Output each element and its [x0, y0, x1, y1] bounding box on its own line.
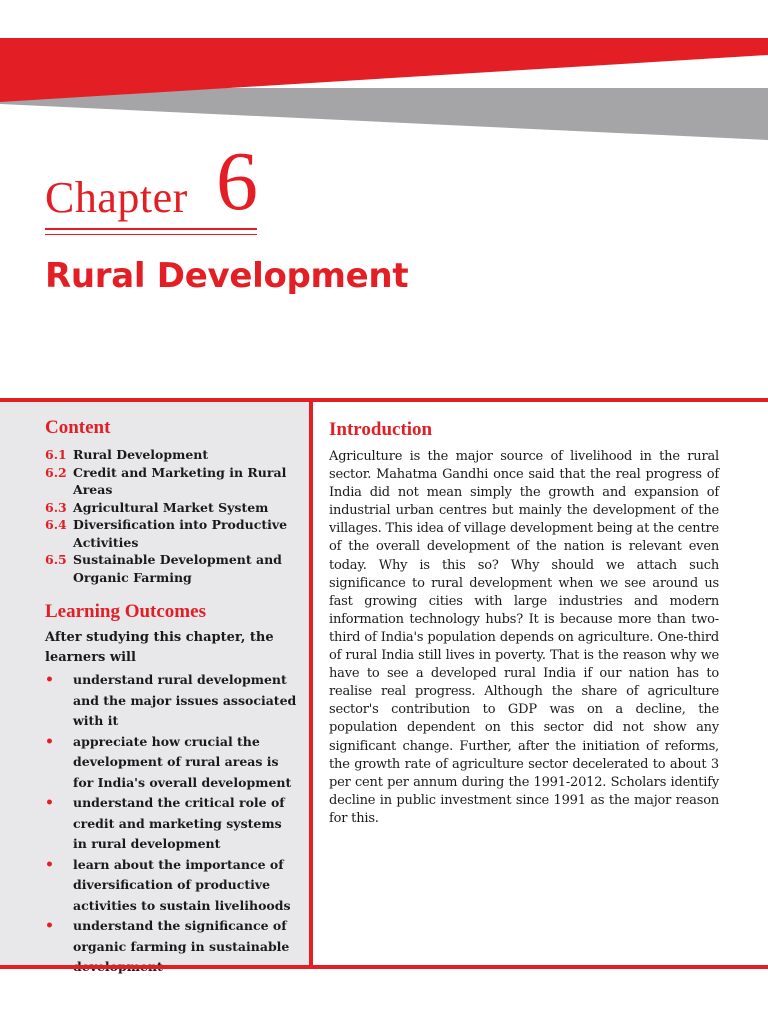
chapter-label: Chapter — [45, 173, 188, 222]
outcome-text: learn about the importance of diversification of productive activities to sustain livelihoods — [73, 856, 291, 913]
chapter-title: Rural Development — [45, 256, 409, 296]
learning-outcomes-intro: After studying this chapter, the learners will — [45, 630, 274, 665]
banner-gray-band — [0, 88, 768, 140]
toc-item — [45, 551, 297, 586]
outcome-text: understand the critical role of credit and marketing systems in rural development — [73, 795, 285, 851]
bullet-icon: • — [45, 733, 54, 750]
bullet-icon: • — [45, 918, 54, 934]
chapter-rule-thin — [45, 234, 257, 235]
bullet-icon: • — [45, 672, 54, 688]
table-of-contents — [45, 446, 297, 586]
outcome-item — [45, 793, 297, 855]
bullet-icon: • — [45, 856, 54, 873]
outcome-text: understand the significance of organic farming in sustainable — [73, 918, 290, 954]
learning-outcomes-heading: Learning Outcomes — [45, 601, 206, 622]
toc-label: Diversification into Productive Activities — [73, 517, 288, 550]
sidebar-panel — [0, 402, 309, 965]
toc-item — [45, 446, 297, 464]
toc-item — [45, 464, 297, 499]
toc-number: 6.1 — [45, 447, 67, 462]
bullet-icon: • — [45, 795, 54, 811]
toc-label: Sustainable Development and Organic Farming — [73, 552, 282, 585]
outcome-item — [45, 732, 297, 794]
toc-label: Rural Development — [73, 447, 209, 462]
chapter-rule — [45, 228, 257, 230]
toc-number: 6.5 — [45, 552, 67, 567]
toc-label: Credit and Marketing in Rural Areas — [73, 464, 287, 497]
outcome-item — [45, 855, 297, 917]
outcome-text: understand rural development and the major issues associated with it — [73, 672, 297, 728]
outcome-item — [45, 670, 297, 732]
main-column — [329, 418, 719, 828]
toc-number: 6.2 — [45, 464, 67, 480]
introduction-heading: Introduction — [329, 419, 433, 440]
toc-item — [45, 516, 297, 551]
outcome-text: appreciate how crucial the development of rural areas is for India's overall development — [73, 733, 292, 790]
toc-number: 6.3 — [45, 499, 67, 515]
learning-outcomes-list — [45, 670, 297, 978]
toc-label: Agricultural Market System — [73, 499, 269, 515]
toc-number: 6.4 — [45, 517, 67, 532]
column-divider — [309, 402, 313, 965]
content-heading: Content — [45, 417, 111, 438]
introduction-body: Agriculture is the major source of livelihood in the rural sector. Mahatma Gandhi once said that the real progress of India did not mean simply the growth and expansion of industrial urban centres but mainly the development of the villages. This idea of village development being at the centre of the overall development of the nation is relevant even today. Why is this so? Why should we attach such significance to rural development when we see around us fast growing cities with large industries and modern information technology hubs? It is because more than two-third of India's population depends on agriculture. One-third of rural India still lives in poverty. That is the reason why we have to see a developed rural India if our nation has to realise real progress. Although the share of agriculture sector's contribution to GDP was on a decline, the population dependent on this sector did not show any significant change. Further, after the initiation of reforms, the growth rate of agriculture sector decelerated to about 3 per cent per annum during the 1991-2012. Scholars identify decline in public investment since 1991 as the major reason for this. — [329, 449, 719, 826]
header-banner — [0, 0, 768, 150]
toc-item — [45, 499, 297, 517]
chapter-number: 6 — [216, 135, 258, 228]
frame-bottom-rule — [0, 965, 768, 969]
